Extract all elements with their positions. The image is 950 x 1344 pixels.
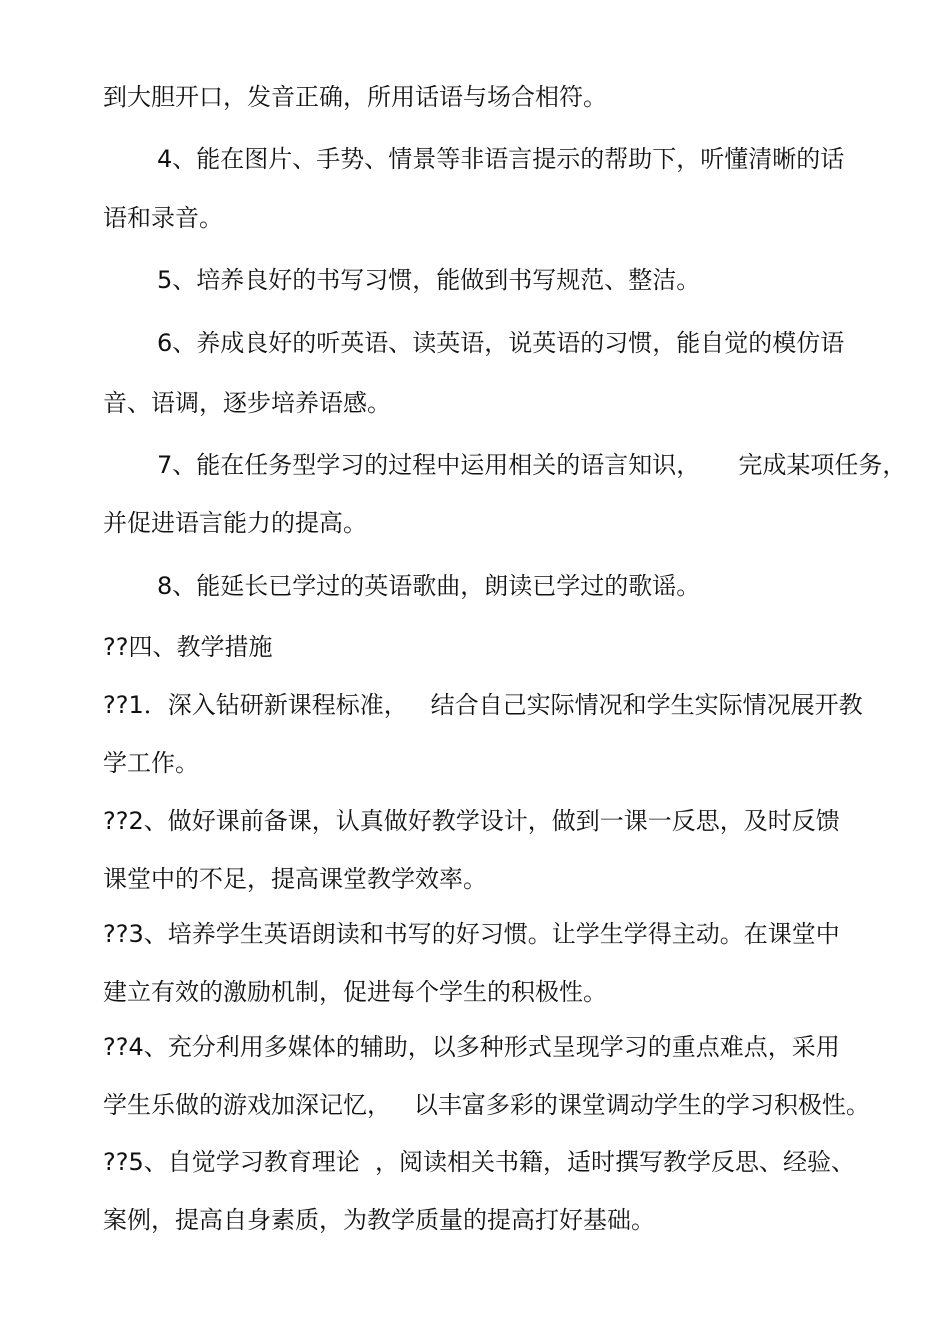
goal-8-line: 8、能延长已学过的英语歌曲，朗读已学过的歌谣。	[157, 572, 701, 600]
goal-6-line: 6、养成良好的听英语、读英语，说英语的习惯，能自觉的模仿语	[157, 329, 845, 357]
text-line: 学生乐做的游戏加深记忆， 以丰富多彩的课堂调动学生的学习积极性。	[103, 1091, 870, 1119]
text-line: 到大胆开口，发音正确，所用话语与场合相符。	[103, 83, 607, 111]
text-line: 并促进语言能力的提高。	[103, 509, 367, 537]
goal-5-line: 5、培养良好的书写习惯，能做到书写规范、整洁。	[157, 266, 701, 294]
text-line: 案例，提高自身素质，为教学质量的提高打好基础。	[103, 1206, 655, 1234]
section-heading: ??四、教学措施	[103, 633, 273, 661]
measure-4-line: ??4、充分利用多媒体的辅助，以多种形式呈现学习的重点难点，采用	[103, 1033, 840, 1061]
text-line: 音、语调，逐步培养语感。	[103, 389, 391, 417]
measure-2-line: ??2、做好课前备课，认真做好教学设计，做到一课一反思，及时反馈	[103, 807, 840, 835]
text-line: 语和录音。	[103, 204, 223, 232]
measure-1-line: ??1．深入钻研新课程标准， 结合自己实际情况和学生实际情况展开教	[103, 691, 863, 719]
text-line: 建立有效的激励机制，促进每个学生的积极性。	[103, 978, 607, 1006]
goal-4-line: 4、能在图片、手势、情景等非语言提示的帮助下，听懂清晰的话	[157, 145, 845, 173]
goal-7-line: 7、能在任务型学习的过程中运用相关的语言知识， 完成某项任务，	[157, 451, 907, 479]
measure-5-line: ??5、自觉学习教育理论 ，阅读相关书籍，适时撰写教学反思、经验、	[103, 1148, 856, 1176]
text-line: 学工作。	[103, 749, 199, 777]
measure-3-line: ??3、培养学生英语朗读和书写的好习惯。让学生学得主动。在课堂中	[103, 920, 840, 948]
text-line: 课堂中的不足，提高课堂教学效率。	[103, 865, 487, 893]
